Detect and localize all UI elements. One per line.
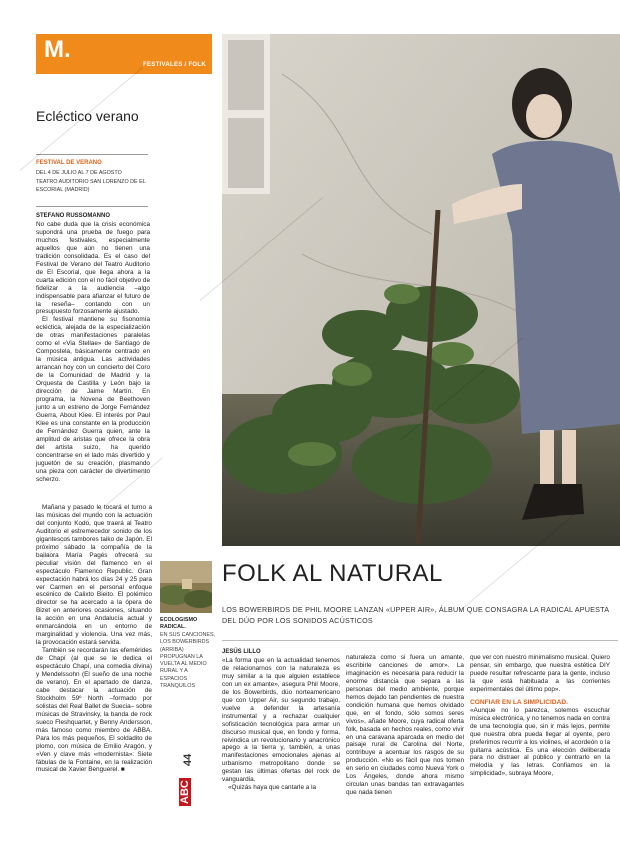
thumbnail-illustration: [160, 561, 212, 613]
sidebar-paragraph: También se recordarán las efemérides de Chapí (al que se le dedica el espectáculo Chapí, una comedia divina) y Mendelssohn (El sueño de una noche de verano). En el apartado de danza, cabe destacar la actuación de Stockholm 59º North –formado por solistas del Real Ballet de Suecia– sobre músicas de Stravinsky, la banda de rock sueco Fleshquartet, y Benny Andersson, más famoso como miembro de ABBA. Para los más pequeños, El soldadito de plomo, con música de Emilio Aragón, y «Ven y clave más «modernista»: Siete fábulas de la Fontaine, en la realización musical de Xavier Benguerel. ■: [36, 647, 152, 774]
festival-venue: TEATRO AUDITORIO SAN LORENZO DE EL ESCORIAL (MADRID): [36, 178, 146, 193]
article-paragraph: naturaleza como si fuera un amante, escribirle canciones de amor». La imaginación es necesaria para reducir la enorme distancia que separa a las personas del medio ambiente, porque hemos dejado tan pendientes de nuestra condición humana que hemos olvidado que, en el fondo, sólo somos seres vivos», añade Moore, cuya radical oferta folk, basada en hechos reales, como vivir en una caravana aparcada en medio del paisaje rural de Carolina del Norte, contribuye a acentuar los rasgos de su producción. «No es fácil que nos tomen en serio en ciudades como Nueva York o Los Ángeles, donde ahora mismo circulan unas bandas tan extravagantes que nada tienen: [346, 654, 464, 797]
article-paragraph: «La forma que en la actualidad tenemos de relacionarnos con la naturaleza es muy similar a la que alguien establece con un ex amante», asegura Phil Moore, de los Bowerbirds, dúo norteamericano que con Upper Air, su segundo trabajo, vuelve a defender la artesanía instrumental y a rechazar cualquier sofisticación tecnológica para armar un discurso musical que, en fondo y forma, reivindica un revolucionario y anacrónico apego a la tierra y, también, a unas manifestaciones emocionales ajenas al urbanismo metropolitano donde se gestan las últimas ofertas del rock de vanguardia.: [222, 657, 340, 784]
article-column-text: [470, 654, 610, 694]
festival-dates: DEL 4 DE JULIO AL 7 DE AGOSTO: [36, 170, 122, 176]
article-paragraph: que ver con nuestro minimalismo musical. Quiero pensar, sin embargo, que nuestra estética DIY puede resultar refrescante para la gente, incluso la que está habituada a las corrientes experimentales del último pop».: [470, 654, 610, 693]
page-number: 44: [182, 753, 194, 766]
article-column-1: [222, 649, 340, 792]
sidebar-paragraph: Mañana y pasado le tocará el turno a las músicas del mundo con la actuación del conjunto Kodo, que traerá al Teatro Auditorio el estremecedor sonido de los gigantescos tambores taiko de Japón. El próximo sábado la compañía de la bailaora María Pagés ofrecerá su peculiar visión del flamenco en el espectáculo Flamenco Republic. Gran expectación habrá los días 24 y 25 para ver Carmen en el personal enfoque escénico de Calixto Bieito. El polémico director se ha acercado a la ópera de Bizet en anteriores ocasiones, situando la acción en una Andalucía actual y enmarcándola en un entorno de marginalidad y violencia. Una vez más, la provocación estará servida.: [36, 504, 152, 647]
thumbnail-caption-bold: ECOLOGISMO RADICAL.: [160, 617, 198, 630]
article-author: JESÚS LILLO: [222, 649, 261, 655]
divider: [36, 154, 148, 155]
sidebar-paragraph: El festival mantiene su fisonomía ecléctica, alejada de la especialización de otras manifestaciones paralelas como el «Via Stellae» de Santiago de Compostela, básicamente centrado en la música antigua. Las actividades arrancan hoy con un concierto del Coro de la Comunidad de Madrid y la Orquesta de Castilla y León bajo la dirección de Jaime Martín. En programa, la Novena de Beethoven junto a un estreno de Jorge Fernández Guerra, About Klee. El interés por Paul Klee es una constante en la producción de Fernández Guerra quien, ante la amplitud de aristas que ofrece la obra del artista suizo, ha querido concentrarse en el lado más divertido y juguetón de su creación, plasmando una pieza con carácter de divertimento scherzo.: [36, 316, 150, 483]
article-column-2: [346, 654, 464, 797]
band-photo-illustration: [222, 34, 620, 546]
sidebar-body: [36, 221, 150, 483]
sidebar-body-2: [36, 504, 152, 774]
article-column-text: [470, 707, 610, 779]
section-header: [36, 34, 212, 74]
sidebar-author: STEFANO RUSSOMANNO: [36, 213, 111, 219]
article-subtitle: LOS BOWERBIRDS DE PHIL MOORE LANZAN «UPPER AIR», ÁLBUM QUE CONSAGRA LA RADICAL APUESTA DEL DÚO POR LOS SONIDOS ACÚSTICOS: [222, 605, 609, 625]
sidebar-title: Ecléctico verano: [36, 108, 139, 124]
festival-details: [36, 169, 166, 195]
abc-logo: ABC: [179, 780, 191, 804]
article-title: FOLK AL NATURAL: [222, 560, 443, 587]
article-column-3: [470, 654, 610, 778]
article-column-text: [222, 657, 340, 792]
section-label: FESTIVALES / FOLK: [143, 62, 206, 68]
section-letter: M.: [44, 36, 71, 63]
thumbnail-caption-text: EN SUS CANCIONES, LOS BOWERBIRDS (ARRIBA) PROPUGNAN LA VUELTA AL MEDIO RURAL Y A ESPACIOS TRANQUILOS: [160, 632, 216, 690]
festival-label: FESTIVAL DE VERANO: [36, 160, 102, 166]
divider: [36, 206, 148, 207]
article-subhead: CONFIAR EN LA SIMPLICIDAD.: [470, 698, 568, 706]
article-paragraph: «Quizás haya que cantarle a la: [228, 784, 317, 792]
sidebar-paragraph: No cabe duda que la crisis económica supondrá una prueba de fuego para muchos festivales, especialmente aquellos que aún no tienen una tradición consolidada. Es el caso del Festival de Verano del Teatro Auditorio de El Escorial, que llega ahora a la cuarta edición con el no fácil objetivo de fidelizar a la audiencia –algo indispensable para afianzar el futuro de la reseña– contando con un presupuesto forzosamente ajustado.: [36, 221, 150, 316]
band-photo: [222, 34, 620, 546]
article-paragraph: «Aunque no lo parezca, solemos escuchar música electrónica, y no tenemos nada en contra de una tecnología que, sin ir más lejos, permite que nuestra obra pueda llegar al oyente, pero preferimos recurrir a los violines, el acordeón o la guitarra acústica. Es una elección deliberada para no distraer al público y centrarlo en la melodía y las letras. Confiamos en la simplicidad», subraya Moore,: [470, 706, 610, 778]
thumbnail-photo: [160, 561, 212, 613]
divider: [222, 640, 618, 641]
